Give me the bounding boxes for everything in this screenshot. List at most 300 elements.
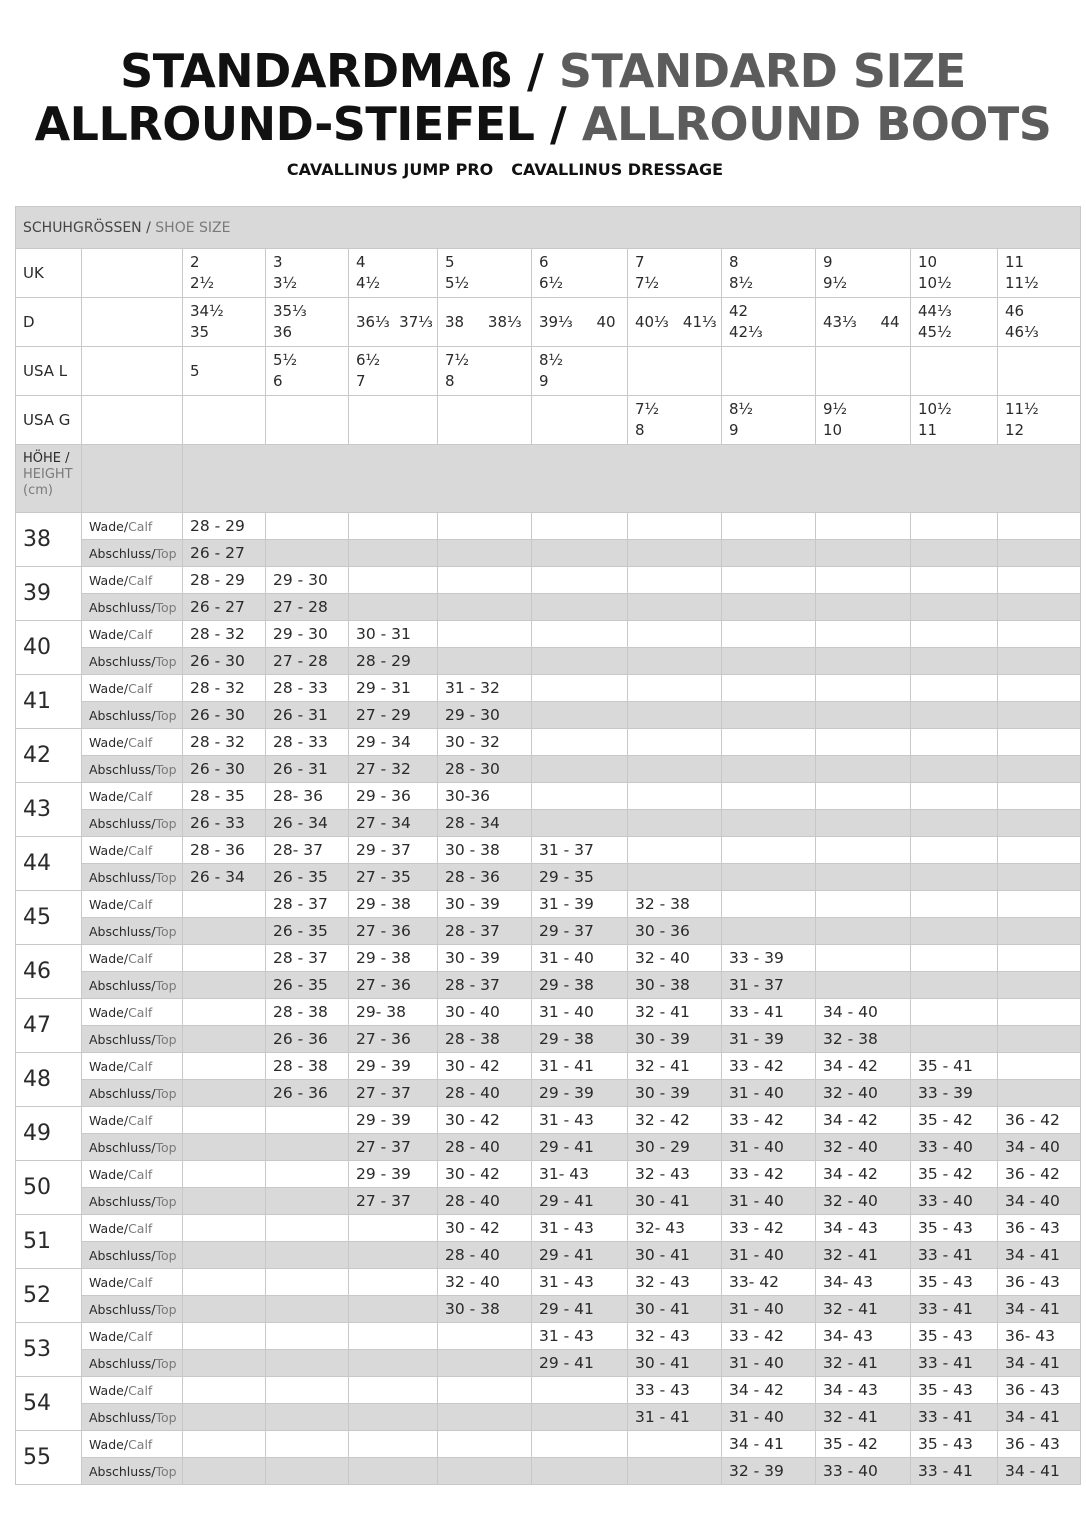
title-1-separator: /: [511, 44, 559, 98]
top-range-cell: 28 - 40: [438, 1080, 532, 1107]
size-value: 6½: [356, 351, 381, 369]
shoe-size-header: [16, 207, 1081, 249]
height-label-german: HÖHE /: [23, 451, 70, 466]
size-value: 8: [635, 421, 645, 439]
size-value: 8: [445, 372, 455, 390]
calf-range-cell: [628, 1431, 722, 1458]
height-value: 42: [16, 729, 82, 783]
calf-range-cell: 31 - 39: [532, 891, 628, 918]
calf-range-cell: 35 - 42: [816, 1431, 911, 1458]
size-value: 3½: [273, 274, 298, 292]
size-value: 6: [539, 253, 549, 271]
top-range-cell: 29 - 37: [532, 918, 628, 945]
size-value: 12: [1005, 421, 1025, 439]
calf-range-cell: 33 - 42: [722, 1161, 816, 1188]
calf-range-cell: [183, 1431, 266, 1458]
top-range-cell: [183, 1296, 266, 1323]
top-range-cell: 31 - 39: [722, 1026, 816, 1053]
calf-label: [82, 783, 183, 810]
top-label-german: Abschluss/: [89, 653, 156, 669]
calf-range-cell: [816, 513, 911, 540]
calf-range-cell: 35 - 42: [911, 1161, 998, 1188]
size-cell: [183, 396, 266, 445]
size-cell: [998, 347, 1081, 396]
size-value: 35⅓: [273, 302, 307, 320]
size-value: 10½: [918, 274, 952, 292]
calf-label-english: Calf: [128, 950, 153, 966]
top-range-cell: [349, 1404, 438, 1431]
height-unit: (cm): [23, 483, 53, 498]
calf-range-cell: [911, 891, 998, 918]
calf-range-cell: 29 - 36: [349, 783, 438, 810]
calf-range-cell: [911, 567, 998, 594]
top-range-cell: 27 - 35: [349, 864, 438, 891]
top-range-cell: 32 - 41: [816, 1296, 911, 1323]
height-value: 53: [16, 1323, 82, 1377]
top-range-cell: 30 - 29: [628, 1134, 722, 1161]
top-range-cell: 28 - 36: [438, 864, 532, 891]
top-range-cell: [438, 1458, 532, 1485]
calf-range-cell: [911, 675, 998, 702]
top-range-cell: 28 - 38: [438, 1026, 532, 1053]
calf-label-german: Wade/: [89, 896, 129, 912]
calf-label-german: Wade/: [89, 1220, 129, 1236]
top-range-cell: [998, 972, 1081, 999]
top-label-english: Top: [155, 1031, 177, 1047]
size-cell: [722, 249, 816, 298]
top-row: [16, 1026, 1081, 1053]
top-label: [82, 918, 183, 945]
calf-range-cell: 31 - 40: [532, 999, 628, 1026]
size-value: 5: [190, 361, 200, 380]
top-label-english: Top: [155, 545, 177, 561]
calf-range-cell: 28- 37: [266, 837, 349, 864]
calf-range-cell: 28 - 33: [266, 729, 349, 756]
calf-range-cell: 35 - 41: [911, 1053, 998, 1080]
size-value: 6: [273, 372, 283, 390]
calf-range-cell: [266, 1269, 349, 1296]
calf-range-cell: 34 - 43: [816, 1215, 911, 1242]
top-range-cell: 26 - 30: [183, 702, 266, 729]
size-split-values: [823, 312, 910, 333]
calf-range-cell: [722, 891, 816, 918]
size-split-values: [539, 312, 627, 333]
top-range-cell: [722, 918, 816, 945]
size-value: 34½: [190, 302, 224, 320]
top-label-german: Abschluss/: [89, 545, 156, 561]
size-value: 7½: [635, 400, 660, 418]
top-range-cell: [349, 594, 438, 621]
size-value: 10: [918, 253, 938, 271]
calf-range-cell: 35 - 43: [911, 1431, 998, 1458]
top-range-cell: 29 - 41: [532, 1350, 628, 1377]
calf-label-german: Wade/: [89, 950, 129, 966]
calf-range-cell: [998, 783, 1081, 810]
top-range-cell: 32 - 41: [816, 1350, 911, 1377]
size-cell: [816, 396, 911, 445]
calf-range-cell: [438, 567, 532, 594]
top-range-cell: [722, 702, 816, 729]
top-range-cell: 28 - 34: [438, 810, 532, 837]
calf-range-cell: 29 - 39: [349, 1107, 438, 1134]
title-2-english: ALLROUND BOOTS: [581, 97, 1052, 151]
height-value: 39: [16, 567, 82, 621]
top-range-cell: [266, 1188, 349, 1215]
top-row: [16, 810, 1081, 837]
calf-range-cell: 31 - 43: [532, 1215, 628, 1242]
calf-range-cell: [998, 621, 1081, 648]
calf-range-cell: [816, 837, 911, 864]
calf-label: [82, 1215, 183, 1242]
top-range-cell: [628, 810, 722, 837]
calf-label: [82, 1431, 183, 1458]
top-range-cell: 28 - 40: [438, 1242, 532, 1269]
top-range-cell: [628, 756, 722, 783]
top-range-cell: 31 - 40: [722, 1350, 816, 1377]
calf-range-cell: [816, 675, 911, 702]
calf-range-cell: 32 - 40: [628, 945, 722, 972]
calf-range-cell: 35 - 42: [911, 1107, 998, 1134]
size-cell: [183, 298, 266, 347]
size-cell: [911, 347, 998, 396]
calf-range-cell: [532, 675, 628, 702]
calf-range-cell: [628, 675, 722, 702]
top-label-english: Top: [155, 1355, 177, 1371]
size-value: 46⅓: [1005, 323, 1039, 341]
calf-range-cell: [911, 945, 998, 972]
calf-row: [16, 1323, 1081, 1350]
top-range-cell: [438, 648, 532, 675]
calf-label-german: Wade/: [89, 1382, 129, 1398]
size-value: 8½: [539, 351, 564, 369]
top-range-cell: [438, 1404, 532, 1431]
size-value: 46: [1005, 302, 1025, 320]
top-range-cell: [998, 1026, 1081, 1053]
calf-range-cell: [998, 729, 1081, 756]
top-range-cell: [816, 702, 911, 729]
top-range-cell: [911, 864, 998, 891]
top-label-english: Top: [155, 1301, 177, 1317]
top-row: [16, 864, 1081, 891]
top-range-cell: 33 - 41: [911, 1242, 998, 1269]
calf-range-cell: 29 - 34: [349, 729, 438, 756]
top-label-english: Top: [155, 1247, 177, 1263]
calf-range-cell: [532, 513, 628, 540]
calf-range-cell: 31- 43: [532, 1161, 628, 1188]
calf-range-cell: [911, 729, 998, 756]
calf-range-cell: 29 - 31: [349, 675, 438, 702]
top-range-cell: 27 - 37: [349, 1188, 438, 1215]
title-1-english: STANDARD SIZE: [558, 44, 966, 98]
height-value: 52: [16, 1269, 82, 1323]
top-row: [16, 1350, 1081, 1377]
size-value: 44⅓: [918, 302, 952, 320]
size-value: 42⅓: [729, 323, 763, 341]
size-cell: [532, 347, 628, 396]
height-header-spacer: [82, 445, 183, 513]
top-range-cell: 27 - 37: [349, 1080, 438, 1107]
top-range-cell: 28 - 29: [349, 648, 438, 675]
size-cell: [438, 396, 532, 445]
top-range-cell: [722, 810, 816, 837]
calf-range-cell: [532, 1431, 628, 1458]
size-spacer-cell: [82, 249, 183, 298]
height-value: 51: [16, 1215, 82, 1269]
size-split-values: [445, 312, 531, 333]
calf-range-cell: [998, 999, 1081, 1026]
top-range-cell: [183, 972, 266, 999]
top-range-cell: 32 - 40: [816, 1188, 911, 1215]
top-label-german: Abschluss/: [89, 707, 156, 723]
top-range-cell: 34 - 41: [998, 1458, 1081, 1485]
height-value: 48: [16, 1053, 82, 1107]
calf-range-cell: 30-36: [438, 783, 532, 810]
calf-range-cell: [911, 783, 998, 810]
calf-label: [82, 675, 183, 702]
top-range-cell: 34 - 41: [998, 1404, 1081, 1431]
size-cell: [998, 396, 1081, 445]
calf-range-cell: [998, 513, 1081, 540]
calf-range-cell: [628, 729, 722, 756]
height-value: 41: [16, 675, 82, 729]
size-cell: [816, 249, 911, 298]
top-label-english: Top: [155, 1085, 177, 1101]
top-label: [82, 540, 183, 567]
top-range-cell: 28 - 30: [438, 756, 532, 783]
calf-label-german: Wade/: [89, 1166, 129, 1182]
calf-range-cell: [183, 945, 266, 972]
calf-range-cell: 28 - 37: [266, 945, 349, 972]
size-cell: [722, 347, 816, 396]
top-range-cell: [532, 810, 628, 837]
calf-range-cell: [816, 567, 911, 594]
top-range-cell: 32 - 41: [816, 1404, 911, 1431]
size-value: 36: [273, 323, 293, 341]
top-range-cell: 32 - 40: [816, 1134, 911, 1161]
size-value: 39⅓ 40: [539, 312, 616, 331]
model-subtitle: [0, 160, 1010, 180]
size-cell: [998, 249, 1081, 298]
calf-label: [82, 1377, 183, 1404]
calf-range-cell: 36 - 43: [998, 1377, 1081, 1404]
top-label: [82, 1458, 183, 1485]
calf-label: [82, 1053, 183, 1080]
top-row: [16, 1134, 1081, 1161]
top-range-cell: [349, 1458, 438, 1485]
top-range-cell: 29 - 41: [532, 1296, 628, 1323]
size-cell: [628, 298, 722, 347]
calf-row: [16, 621, 1081, 648]
calf-label-english: Calf: [128, 1166, 153, 1182]
top-range-cell: [722, 594, 816, 621]
top-range-cell: 27 - 37: [349, 1134, 438, 1161]
top-range-cell: [532, 702, 628, 729]
size-cell: [532, 396, 628, 445]
top-range-cell: [998, 918, 1081, 945]
top-label: [82, 756, 183, 783]
size-value: 11: [1005, 253, 1025, 271]
size-cell: [816, 347, 911, 396]
top-range-cell: 29 - 39: [532, 1080, 628, 1107]
calf-range-cell: 31 - 41: [532, 1053, 628, 1080]
top-label: [82, 702, 183, 729]
top-range-cell: 26 - 31: [266, 702, 349, 729]
calf-range-cell: [349, 567, 438, 594]
calf-row: [16, 1161, 1081, 1188]
top-label-german: Abschluss/: [89, 1301, 156, 1317]
size-value: 11½: [1005, 400, 1039, 418]
size-value: 42: [729, 302, 749, 320]
calf-range-cell: 35 - 43: [911, 1323, 998, 1350]
size-cell: [266, 347, 349, 396]
size-value: 6½: [539, 274, 564, 292]
size-value: 9: [729, 421, 739, 439]
title-line-2: [0, 99, 1086, 149]
top-label-english: Top: [155, 1463, 177, 1479]
calf-range-cell: 31 - 40: [532, 945, 628, 972]
calf-range-cell: 28 - 29: [183, 567, 266, 594]
top-label-german: Abschluss/: [89, 1193, 156, 1209]
size-value: 9: [823, 253, 833, 271]
size-value: 9½: [823, 274, 848, 292]
calf-range-cell: 35 - 43: [911, 1269, 998, 1296]
calf-range-cell: 34 - 43: [816, 1377, 911, 1404]
calf-label: [82, 1161, 183, 1188]
size-value: 9: [539, 372, 549, 390]
top-range-cell: 34 - 41: [998, 1350, 1081, 1377]
calf-range-cell: [349, 1377, 438, 1404]
calf-label-english: Calf: [128, 1274, 153, 1290]
calf-range-cell: 30 - 42: [438, 1053, 532, 1080]
calf-range-cell: [438, 621, 532, 648]
calf-range-cell: 33 - 42: [722, 1215, 816, 1242]
size-value: 36⅓ 37⅓: [356, 312, 433, 331]
calf-range-cell: 28 - 37: [266, 891, 349, 918]
top-range-cell: 28 - 40: [438, 1188, 532, 1215]
top-label-german: Abschluss/: [89, 815, 156, 831]
calf-range-cell: 29- 38: [349, 999, 438, 1026]
top-range-cell: 29 - 41: [532, 1242, 628, 1269]
calf-label-german: Wade/: [89, 842, 129, 858]
top-range-cell: [998, 540, 1081, 567]
top-label-english: Top: [155, 761, 177, 777]
height-header-label: [16, 445, 82, 513]
top-range-cell: 28 - 40: [438, 1134, 532, 1161]
top-range-cell: 26 - 27: [183, 594, 266, 621]
calf-range-cell: [998, 1053, 1081, 1080]
top-range-cell: [532, 594, 628, 621]
top-range-cell: 32 - 39: [722, 1458, 816, 1485]
top-range-cell: [532, 648, 628, 675]
top-range-cell: [816, 810, 911, 837]
calf-range-cell: [722, 567, 816, 594]
size-value: 4: [356, 253, 366, 271]
top-range-cell: [816, 594, 911, 621]
top-range-cell: 31 - 41: [628, 1404, 722, 1431]
top-range-cell: 26 - 34: [266, 810, 349, 837]
top-row: [16, 1242, 1081, 1269]
title-2-separator: /: [534, 97, 582, 151]
top-range-cell: 27 - 28: [266, 594, 349, 621]
top-label-german: Abschluss/: [89, 761, 156, 777]
calf-label-english: Calf: [128, 626, 153, 642]
size-value: 5½: [445, 274, 470, 292]
calf-range-cell: [266, 1215, 349, 1242]
calf-label: [82, 1269, 183, 1296]
calf-label-german: Wade/: [89, 1436, 129, 1452]
calf-row: [16, 1107, 1081, 1134]
top-range-cell: 33 - 40: [911, 1134, 998, 1161]
top-label-german: Abschluss/: [89, 1139, 156, 1155]
top-label-english: Top: [155, 599, 177, 615]
top-range-cell: 33 - 41: [911, 1296, 998, 1323]
height-value: 50: [16, 1161, 82, 1215]
calf-range-cell: 32 - 43: [628, 1323, 722, 1350]
calf-range-cell: [349, 1215, 438, 1242]
top-range-cell: [628, 702, 722, 729]
top-label-german: Abschluss/: [89, 1463, 156, 1479]
calf-row: [16, 1431, 1081, 1458]
calf-range-cell: 29 - 39: [349, 1161, 438, 1188]
top-range-cell: 30 - 39: [628, 1026, 722, 1053]
calf-row: [16, 513, 1081, 540]
calf-range-cell: 29 - 38: [349, 891, 438, 918]
top-label: [82, 810, 183, 837]
calf-range-cell: 29 - 30: [266, 621, 349, 648]
size-cell: [998, 298, 1081, 347]
calf-range-cell: 28- 36: [266, 783, 349, 810]
top-label-german: Abschluss/: [89, 1355, 156, 1371]
top-range-cell: [816, 972, 911, 999]
calf-range-cell: [532, 1377, 628, 1404]
top-label-german: Abschluss/: [89, 1031, 156, 1047]
top-range-cell: [349, 1296, 438, 1323]
calf-range-cell: [816, 783, 911, 810]
top-range-cell: 31 - 40: [722, 1134, 816, 1161]
calf-range-cell: 30 - 38: [438, 837, 532, 864]
shoe-size-header-row: [16, 207, 1081, 249]
top-range-cell: [998, 648, 1081, 675]
calf-range-cell: 30 - 40: [438, 999, 532, 1026]
top-range-cell: [183, 1458, 266, 1485]
top-range-cell: [266, 1134, 349, 1161]
top-range-cell: [911, 918, 998, 945]
top-range-cell: 30 - 38: [438, 1296, 532, 1323]
top-range-cell: [266, 540, 349, 567]
calf-range-cell: [349, 513, 438, 540]
calf-range-cell: 32 - 43: [628, 1269, 722, 1296]
title-1-german: STANDARDMAß: [120, 44, 512, 98]
top-range-cell: 30 - 41: [628, 1188, 722, 1215]
calf-range-cell: [183, 1269, 266, 1296]
top-range-cell: 27 - 34: [349, 810, 438, 837]
calf-range-cell: [266, 1107, 349, 1134]
top-range-cell: 26 - 30: [183, 648, 266, 675]
calf-range-cell: 28 - 35: [183, 783, 266, 810]
size-cell: [628, 396, 722, 445]
calf-range-cell: 30 - 42: [438, 1107, 532, 1134]
calf-label-english: Calf: [128, 734, 153, 750]
top-label: [82, 1296, 183, 1323]
top-range-cell: [628, 864, 722, 891]
calf-range-cell: [722, 783, 816, 810]
top-label-german: Abschluss/: [89, 1247, 156, 1263]
calf-range-cell: [816, 729, 911, 756]
top-range-cell: 26 - 35: [266, 972, 349, 999]
top-range-cell: 33 - 40: [816, 1458, 911, 1485]
calf-row: [16, 1269, 1081, 1296]
calf-range-cell: 34- 43: [816, 1323, 911, 1350]
